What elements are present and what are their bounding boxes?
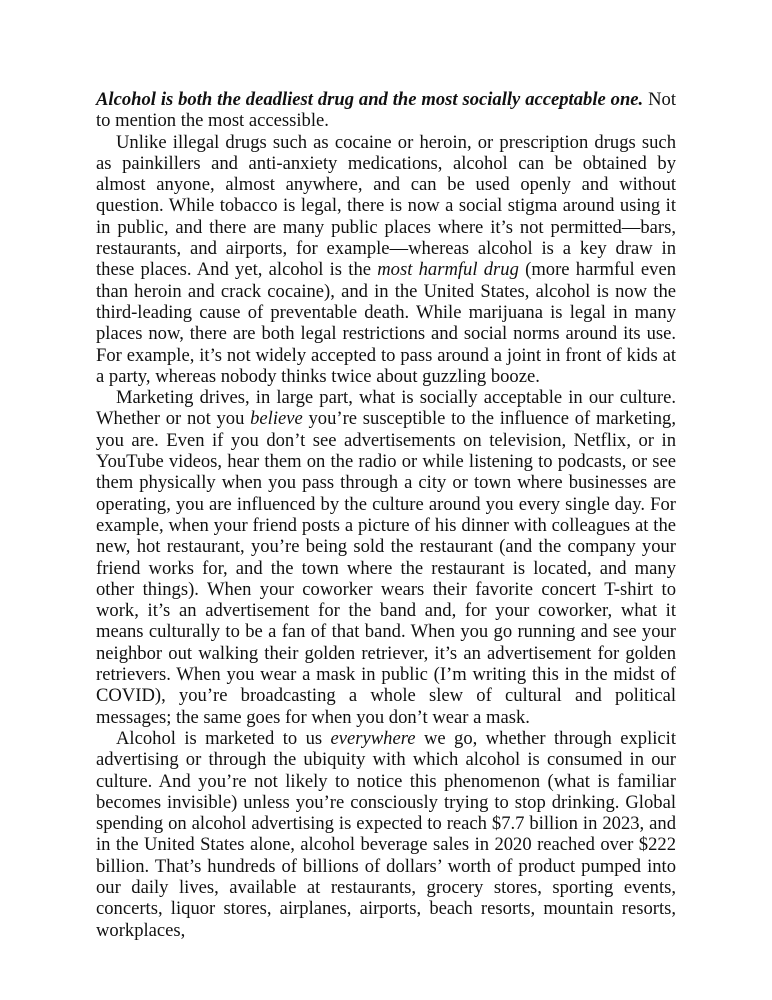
document-page — [96, 89, 676, 941]
paragraph-2 — [96, 132, 676, 388]
text-run: Marketing drives, in large part, what is socially acceptable in our culture. Whether or not you — [96, 387, 676, 430]
text-run: Alcohol is marketed to us — [116, 727, 331, 749]
text-run: (more harmful even than heroin and crack cocaine), and in the United States, alcohol is now the third-leading cause of preventable death. While marijuana is legal in many places now, there are both legal restrictions and social norms around its use. For example, it’s not widely accepted to pass around a joint in front of kids at a party, whereas nobody thinks twice about guzzling booze. — [96, 259, 676, 387]
emphasis-believe: believe — [250, 408, 303, 430]
text-run: Unlike illegal drugs such as cocaine or heroin, or prescription drugs such as painkillers and anti-anxiety medications, alcohol can be obtained by almost anyone, almost anywhere, and can be used openly and without question. While tobacco is legal, there is now a social stigma around using it in public, and there are many public places where it’s not permitted—bars, restaurants, and airports, for example—whereas alcohol is a key draw in these places. And yet, alcohol is the — [96, 131, 676, 281]
text-run: you’re susceptible to the influence of marketing, you are. Even if you don’t see advertisements on television, Netflix, or in YouTube videos, hear them on the radio or while listening to podcasts, or see them physically when you pass through a city or town where businesses are operating, you are influenced by the culture around you every single day. For example, when your friend posts a picture of his dinner with colleagues at the new, hot restaurant, you’re being sold the restaurant (and the company your friend works for, and the town where the restaurant is located, and many other things). When your coworker wears their favorite concert T-shirt to work, it’s an advertisement for the band and, for your coworker, what it means culturally to be a fan of that band. When you go running and see your neighbor out walking their golden retriever, it’s an advertisement for golden retrievers. When you wear a mask in public (I’m writing this in the midst of COVID), you’re broadcasting a whole slew of cultural and political messages; the same goes for when you don’t wear a mask. — [96, 408, 676, 728]
paragraph-3 — [96, 387, 676, 728]
text-run: Not to mention the most accessible. — [96, 89, 676, 132]
paragraph-4 — [96, 728, 676, 941]
emphasis-most-harmful-drug: most harmful drug — [377, 259, 519, 281]
paragraph-1 — [96, 89, 676, 132]
text-run: we go, whether through explicit advertising or through the ubiquity with which alcohol is consumed in our culture. And you’re not likely to notice this phenomenon (what is familiar becomes invisible) unless you’re consciously trying to stop drinking. Global spending on alcohol advertising is expected to reach $7.7 billion in 2023, and in the United States alone, alcohol beverage sales in 2020 reached over $222 billion. That’s hundreds of billions of dollars’ worth of product pumped into our daily lives, available at restaurants, grocery stores, sporting events, concerts, liquor stores, airplanes, airports, beach resorts, mountain resorts, workplaces, — [96, 727, 676, 941]
emphasis-everywhere: everywhere — [330, 727, 416, 749]
lead-sentence: Alcohol is both the deadliest drug and the most socially acceptable one. — [96, 89, 644, 110]
